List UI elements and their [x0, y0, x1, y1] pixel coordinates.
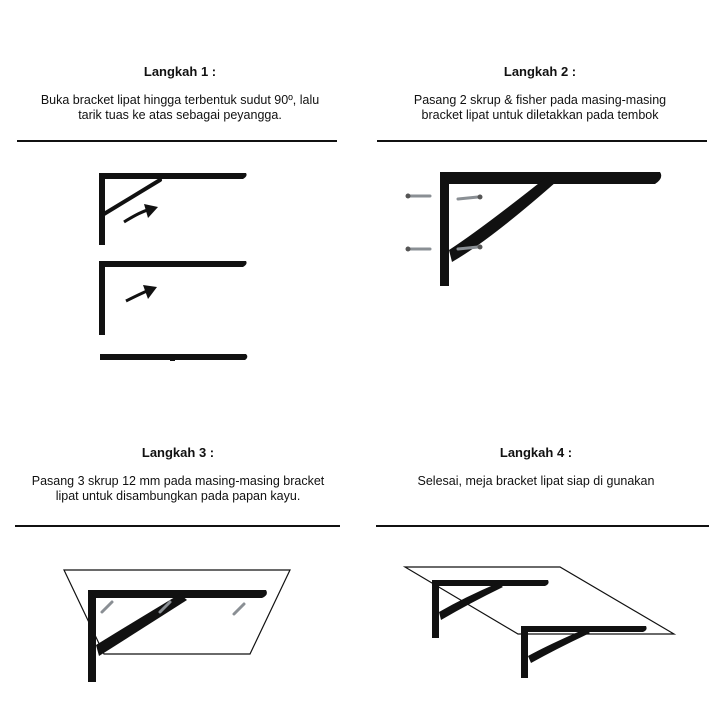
step-3-description: Pasang 3 skrup 12 mm pada masing-masing bracket lipat untuk disambungkan pada papan kayu.: [31, 474, 325, 503]
step-1-description: Buka bracket lipat hingga terbentuk sudut 90º, lalu tarik tuas ke atas sebagai peyangga.: [40, 93, 320, 122]
step-1-title: Langkah 1 :: [143, 64, 217, 79]
step-2-title: Langkah 2 :: [503, 64, 577, 79]
step-2-description: Pasang 2 skrup & fisher pada masing-masing bracket lipat untuk diletakkan pada tembok: [413, 93, 667, 122]
step-4-description: Selesai, meja bracket lipat siap di gunakan: [417, 474, 655, 488]
step-3-title: Langkah 3 :: [141, 445, 215, 460]
table-top-outline: [405, 567, 674, 634]
step-4-title: Langkah 4 :: [499, 445, 573, 460]
